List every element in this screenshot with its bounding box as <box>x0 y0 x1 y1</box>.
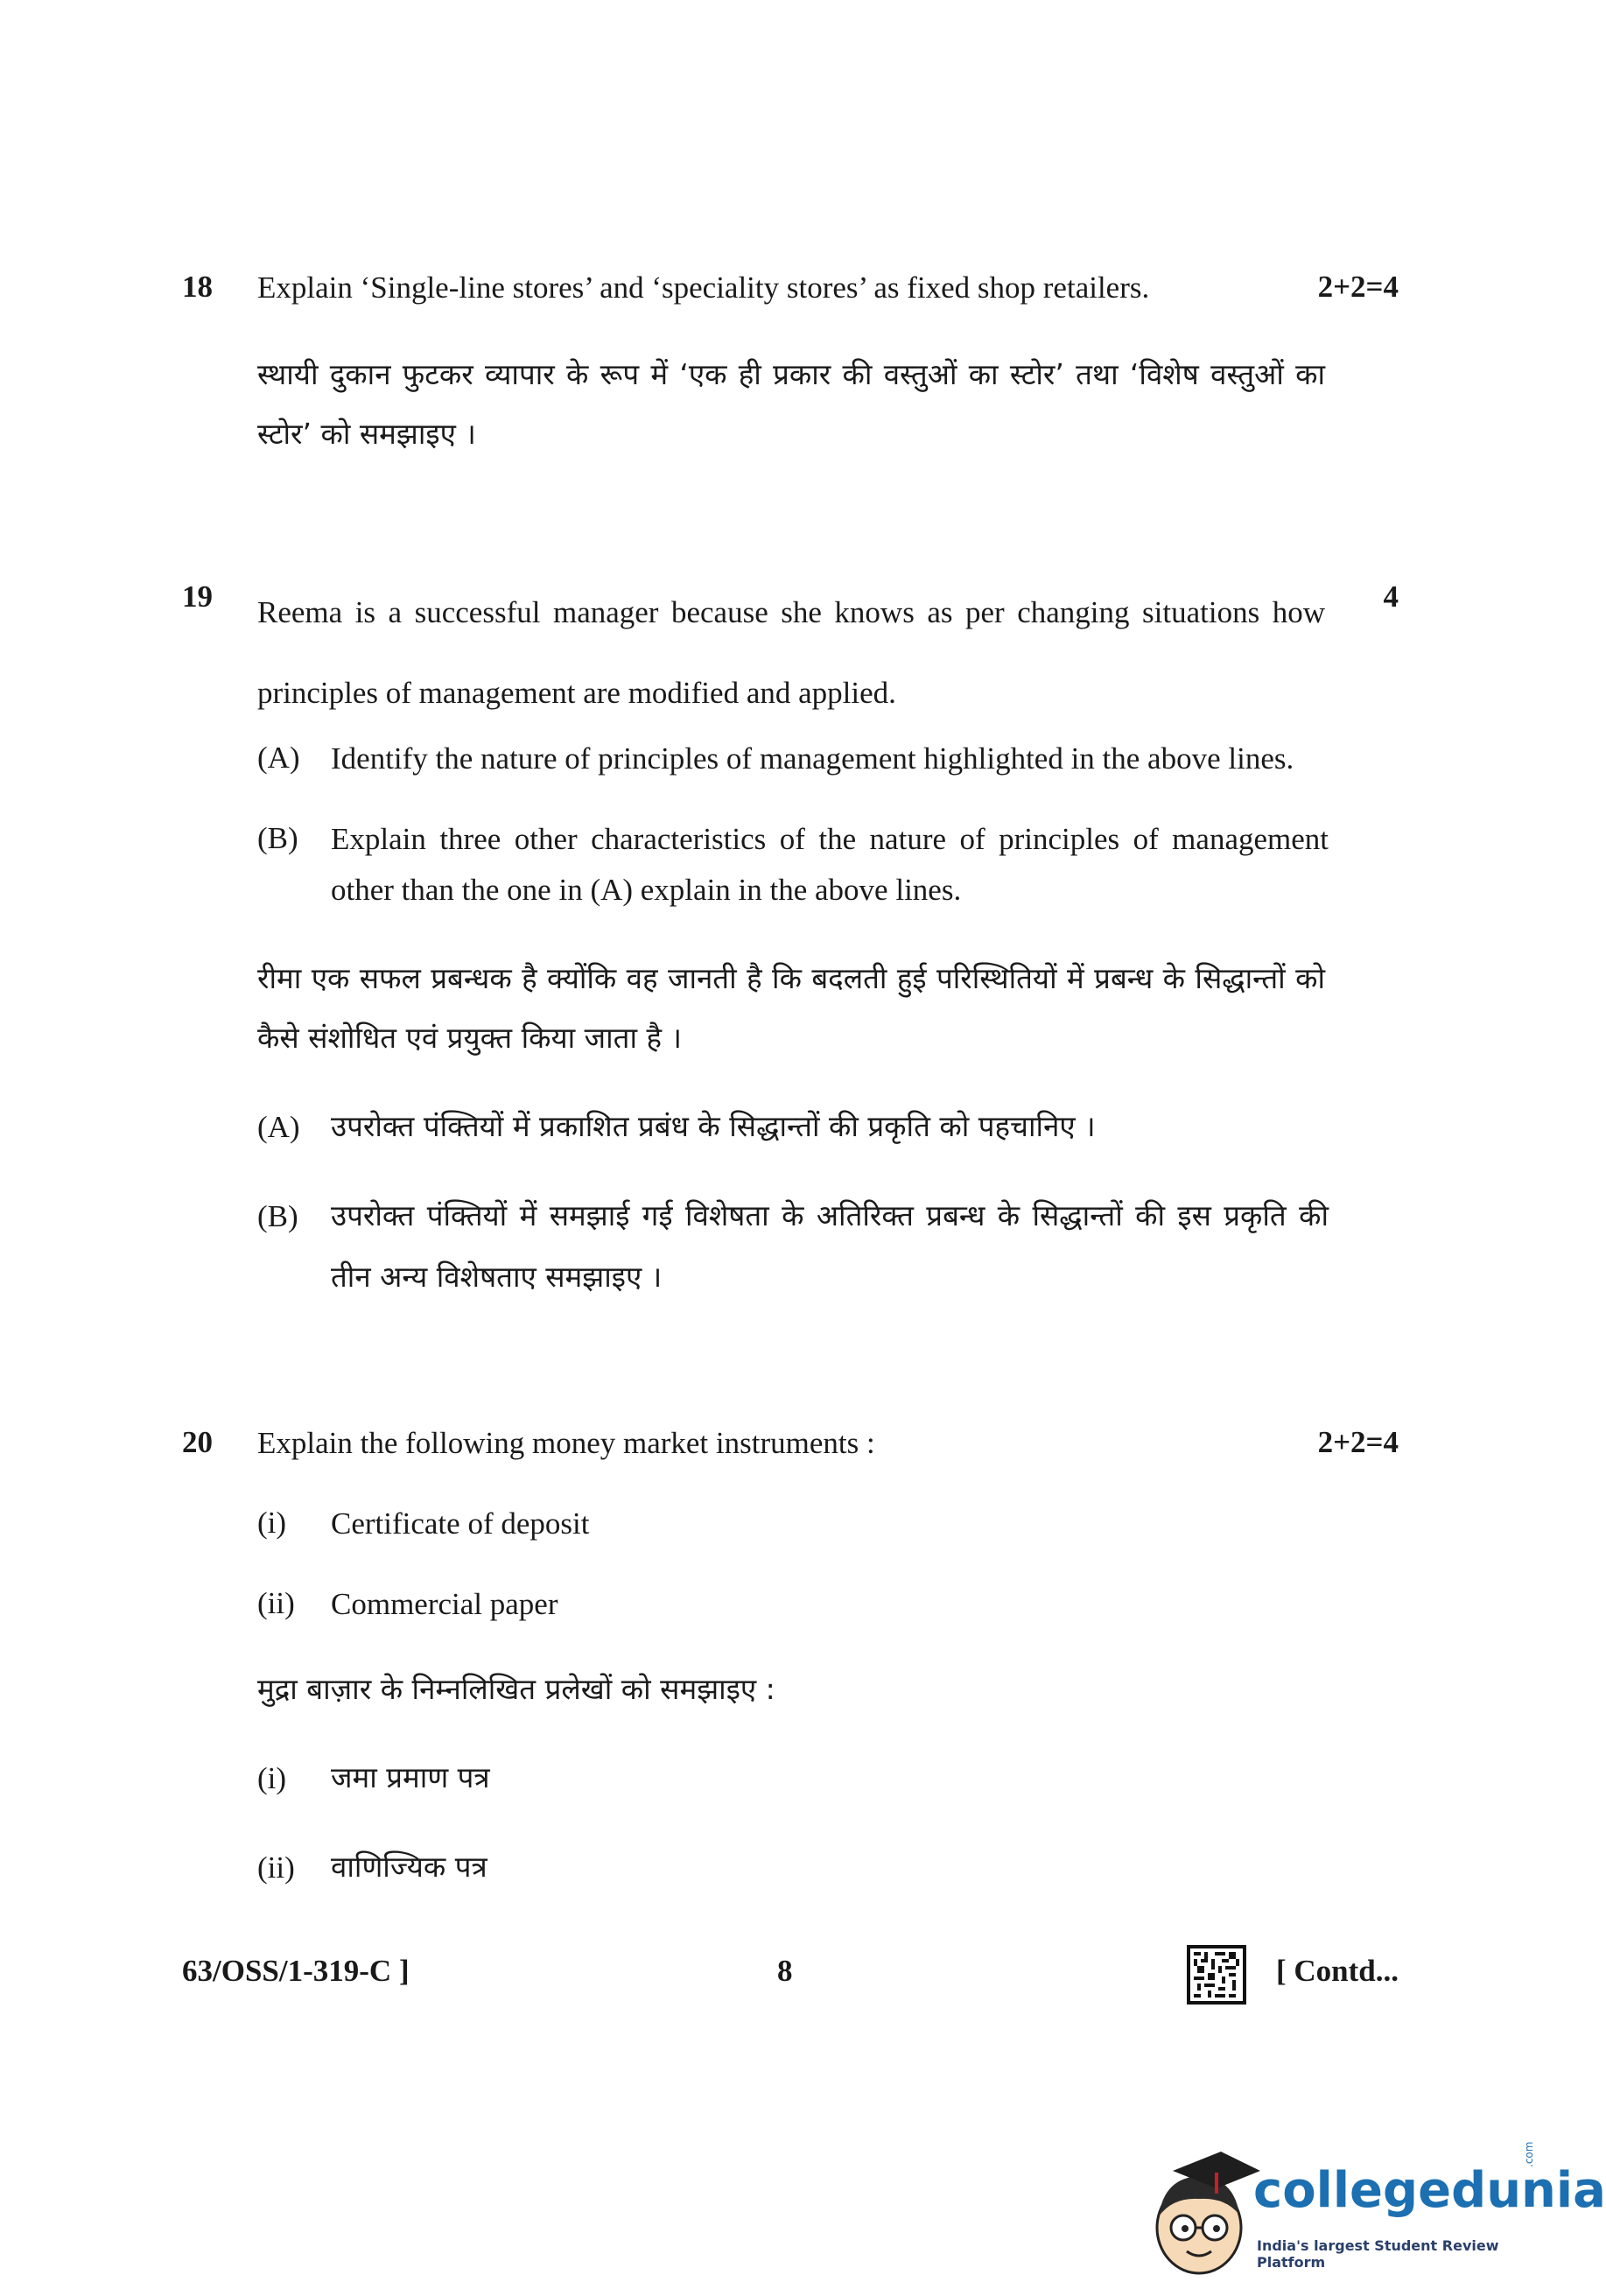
question-number: 18 <box>182 270 213 304</box>
option-label: (A) <box>257 741 300 775</box>
paper-code: 63/OSS/1-319-C ] <box>182 1954 410 1988</box>
question-marks: 2+2=4 <box>1317 270 1399 304</box>
question-number: 19 <box>182 579 213 614</box>
question-text-hindi: स्थायी दुकान फुटकर व्यापार के रूप में ‘एक ही प्रकार की वस्तुओं का स्टोर’ तथा ‘विशेष वस्तुओं का स्टोर’ को समझाइए । <box>257 357 1325 451</box>
logo-suffix: .com <box>1523 2141 1535 2167</box>
question-text-hindi: रीमा एक सफल प्रबन्धक है क्योंकि वह जानती है कि बदलती हुई परिस्थितियों में प्रबन्ध के सिद्धान्तों को कैसे संशोधित एवं प्रयुक्त किया जाता है । <box>257 961 1325 1055</box>
option-text: Commercial paper <box>331 1587 558 1621</box>
option-text-hindi: जमा प्रमाण पत्र <box>331 1760 490 1794</box>
logo-wordmark: collegedunia <box>1253 2162 1606 2219</box>
option-label: (ii) <box>257 1850 295 1885</box>
option-label: (i) <box>257 1761 287 1795</box>
option-label: (A) <box>257 1110 300 1144</box>
question-marks: 2+2=4 <box>1317 1425 1399 1459</box>
continued-label: [ Contd... <box>1275 1954 1399 1988</box>
question-text-hindi: मुद्रा बाज़ार के निम्नलिखित प्रलेखों को समझाइए : <box>257 1672 775 1706</box>
option-label: (B) <box>257 1199 298 1233</box>
option-text-hindi: उपरोक्त पंक्तियों में समझाई गई विशेषता के अतिरिक्त प्रबन्ध के सिद्धान्तों की इस प्रकृति की तीन अन्य विशेषताए समझाइए । <box>331 1198 1329 1294</box>
option-text-hindi: उपरोक्त पंक्तियों में प्रकाशित प्रबंध के सिद्धान्तों की प्रकृति को पहचानिए । <box>331 1109 1096 1143</box>
question-marks: 4 <box>1383 579 1399 614</box>
option-text: Identify the nature of principles of management highlighted in the above lines. <box>331 741 1294 776</box>
question-number: 20 <box>182 1425 213 1459</box>
option-text-hindi: वाणिज्यिक पत्र <box>331 1850 487 1884</box>
page-number: 8 <box>777 1954 793 1988</box>
question-text: Reema is a successful manager because she knows as per changing situations how principles of management are modified and applied. <box>257 595 1325 710</box>
question-text: Explain ‘Single-line stores’ and ‘speciality stores’ as fixed shop retailers. <box>257 270 1150 305</box>
logo-tagline: India's largest Student Review Platform <box>1257 2237 1499 2271</box>
qr-code-icon <box>1187 1945 1246 2005</box>
option-text: Explain three other characteristics of the nature of principles of management other than the one in (A) explain in the above lines. <box>331 822 1329 907</box>
question-text: Explain the following money market instruments : <box>257 1426 875 1460</box>
option-text: Certificate of deposit <box>331 1506 590 1541</box>
option-label: (B) <box>257 821 298 855</box>
option-label: (ii) <box>257 1586 295 1620</box>
option-label: (i) <box>257 1506 287 1540</box>
